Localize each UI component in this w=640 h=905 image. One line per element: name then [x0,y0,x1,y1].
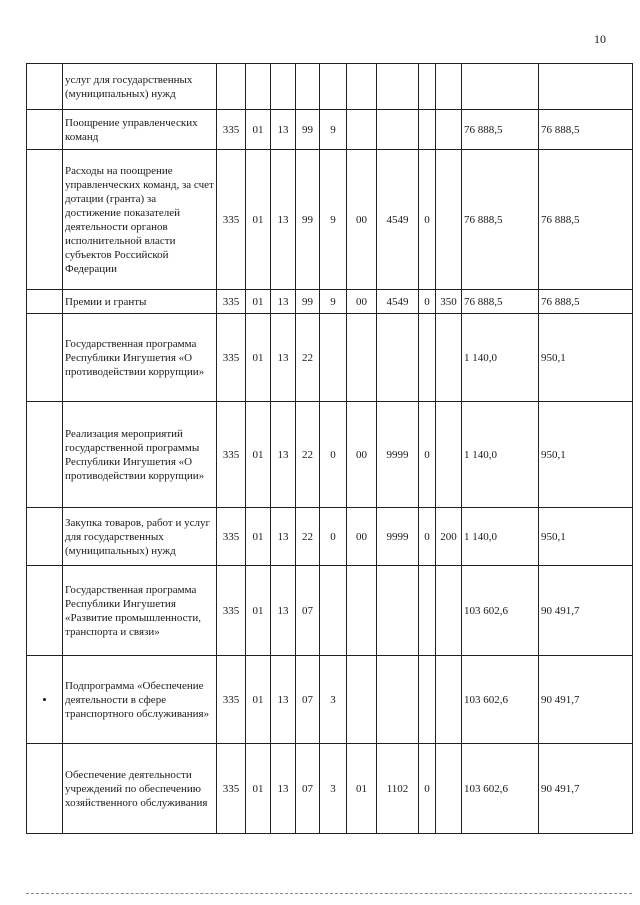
cell-expense-type-code: 350 [436,290,462,314]
cell-subprogram-code [320,566,347,656]
cell-event-code: 00 [347,150,377,290]
cell-program-code: 99 [296,150,320,290]
table-row [27,566,633,656]
cell-amount-planned: 76 888,5 [462,290,539,314]
cell-amount-planned: 1 140,0 [462,402,539,508]
cell-section-code [246,64,271,110]
cell-direction-code: 9999 [377,402,419,508]
cell-event-code: 00 [347,290,377,314]
cell-flag-code [419,64,436,110]
cell-program-code: 07 [296,566,320,656]
row-marker [27,314,63,402]
cell-section-code: 01 [246,402,271,508]
cell-section-code: 01 [246,290,271,314]
table-row [27,402,633,508]
cell-amount-actual: 76 888,5 [539,290,633,314]
row-marker [27,402,63,508]
cell-subsection-code: 13 [271,656,296,744]
cell-subprogram-code [320,64,347,110]
cell-amount-actual [539,64,633,110]
cell-subsection-code [271,64,296,110]
cell-program-code: 22 [296,402,320,508]
cell-program-code: 07 [296,744,320,834]
cell-expense-type-code: 200 [436,508,462,566]
row-marker: • [27,656,63,744]
cell-flag-code [419,110,436,150]
cell-amount-actual: 90 491,7 [539,656,633,744]
cell-subprogram-code: 3 [320,744,347,834]
cell-subprogram-code: 9 [320,110,347,150]
cell-event-code: 01 [347,744,377,834]
cell-ministry-code: 335 [217,110,246,150]
cell-ministry-code: 335 [217,656,246,744]
cell-expense-type-code [436,566,462,656]
cell-subprogram-code: 0 [320,402,347,508]
cell-amount-actual: 76 888,5 [539,150,633,290]
cell-ministry-code: 335 [217,566,246,656]
cell-subsection-code: 13 [271,508,296,566]
cell-subsection-code: 13 [271,566,296,656]
row-marker [27,290,63,314]
cell-event-code [347,110,377,150]
cell-direction-code [377,110,419,150]
cell-ministry-code: 335 [217,402,246,508]
cell-flag-code [419,314,436,402]
cell-flag-code: 0 [419,402,436,508]
table-row [27,656,633,744]
cell-subprogram-code: 0 [320,508,347,566]
cell-expense-type-code [436,656,462,744]
cell-expense-type-code [436,744,462,834]
cell-subsection-code: 13 [271,744,296,834]
row-marker [27,744,63,834]
row-description: Премии и гранты [63,290,217,314]
row-marker [27,566,63,656]
row-marker [27,508,63,566]
table-row [27,290,633,314]
cell-expense-type-code [436,110,462,150]
cell-subsection-code: 13 [271,150,296,290]
row-marker [27,110,63,150]
cell-event-code [347,64,377,110]
cell-program-code: 22 [296,508,320,566]
cell-subsection-code: 13 [271,402,296,508]
cell-direction-code: 4549 [377,290,419,314]
cell-expense-type-code [436,150,462,290]
row-marker [27,64,63,110]
cell-program-code: 99 [296,110,320,150]
cell-ministry-code: 335 [217,744,246,834]
cell-amount-planned: 76 888,5 [462,150,539,290]
cell-program-code: 22 [296,314,320,402]
table-row [27,744,633,834]
table-row [27,64,633,110]
table-row [27,508,633,566]
cell-subprogram-code: 9 [320,290,347,314]
cell-event-code: 00 [347,402,377,508]
cell-section-code: 01 [246,656,271,744]
cell-flag-code [419,656,436,744]
cell-amount-actual: 950,1 [539,508,633,566]
cell-subsection-code: 13 [271,110,296,150]
cell-amount-planned: 103 602,6 [462,656,539,744]
cell-program-code: 99 [296,290,320,314]
cell-direction-code [377,566,419,656]
cell-subprogram-code: 3 [320,656,347,744]
cell-flag-code: 0 [419,290,436,314]
cell-section-code: 01 [246,314,271,402]
cell-amount-actual: 950,1 [539,314,633,402]
cell-direction-code [377,656,419,744]
row-description: Закупка товаров, работ и услуг для государственных (муниципальных) нужд [63,508,217,566]
cell-flag-code: 0 [419,508,436,566]
cell-direction-code: 4549 [377,150,419,290]
cell-ministry-code [217,64,246,110]
table-row [27,314,633,402]
page-number: 10 [594,32,606,46]
cell-event-code [347,314,377,402]
cell-ministry-code: 335 [217,290,246,314]
row-description: Расходы на поощрение управленческих команд, за счет дотации (гранта) за достижение показателей деятельности органов исполнительной власти субъектов Российской Федерации [63,150,217,290]
cell-subprogram-code [320,314,347,402]
cell-section-code: 01 [246,150,271,290]
table-row [27,150,633,290]
cell-direction-code [377,64,419,110]
cell-ministry-code: 335 [217,150,246,290]
cell-amount-actual: 90 491,7 [539,744,633,834]
cell-section-code: 01 [246,744,271,834]
cell-section-code: 01 [246,508,271,566]
page-bottom-rule [26,893,632,894]
cell-event-code [347,656,377,744]
cell-amount-planned: 1 140,0 [462,314,539,402]
cell-subprogram-code: 9 [320,150,347,290]
cell-amount-actual: 90 491,7 [539,566,633,656]
row-description: Подпрограмма «Обеспечение деятельности в сфере транспортного обслуживания» [63,656,217,744]
cell-section-code: 01 [246,566,271,656]
row-description: Государственная программа Республики Ингушетия «Развитие промышленности, транспорта и связи» [63,566,217,656]
cell-flag-code: 0 [419,150,436,290]
cell-ministry-code: 335 [217,508,246,566]
cell-subsection-code: 13 [271,290,296,314]
row-description: Реализация мероприятий государственной программы Республики Ингушетия «О противодействии коррупции» [63,402,217,508]
cell-amount-planned: 76 888,5 [462,110,539,150]
cell-amount-planned: 1 140,0 [462,508,539,566]
cell-amount-planned: 103 602,6 [462,744,539,834]
cell-amount-planned: 103 602,6 [462,566,539,656]
cell-direction-code: 1102 [377,744,419,834]
cell-amount-planned [462,64,539,110]
cell-event-code [347,566,377,656]
cell-expense-type-code [436,402,462,508]
cell-expense-type-code [436,314,462,402]
cell-direction-code: 9999 [377,508,419,566]
row-description: услуг для государственных (муниципальных) нужд [63,64,217,110]
row-description: Государственная программа Республики Ингушетия «О противодействии коррупции» [63,314,217,402]
row-description: Обеспечение деятельности учреждений по обеспечению хозяйственного обслуживания [63,744,217,834]
row-description: Поощрение управленческих команд [63,110,217,150]
cell-flag-code [419,566,436,656]
cell-amount-actual: 950,1 [539,402,633,508]
cell-direction-code [377,314,419,402]
budget-table [26,63,633,834]
cell-program-code: 07 [296,656,320,744]
cell-amount-actual: 76 888,5 [539,110,633,150]
table-row [27,110,633,150]
row-marker [27,150,63,290]
cell-program-code [296,64,320,110]
cell-event-code: 00 [347,508,377,566]
cell-expense-type-code [436,64,462,110]
cell-ministry-code: 335 [217,314,246,402]
cell-section-code: 01 [246,110,271,150]
cell-flag-code: 0 [419,744,436,834]
cell-subsection-code: 13 [271,314,296,402]
